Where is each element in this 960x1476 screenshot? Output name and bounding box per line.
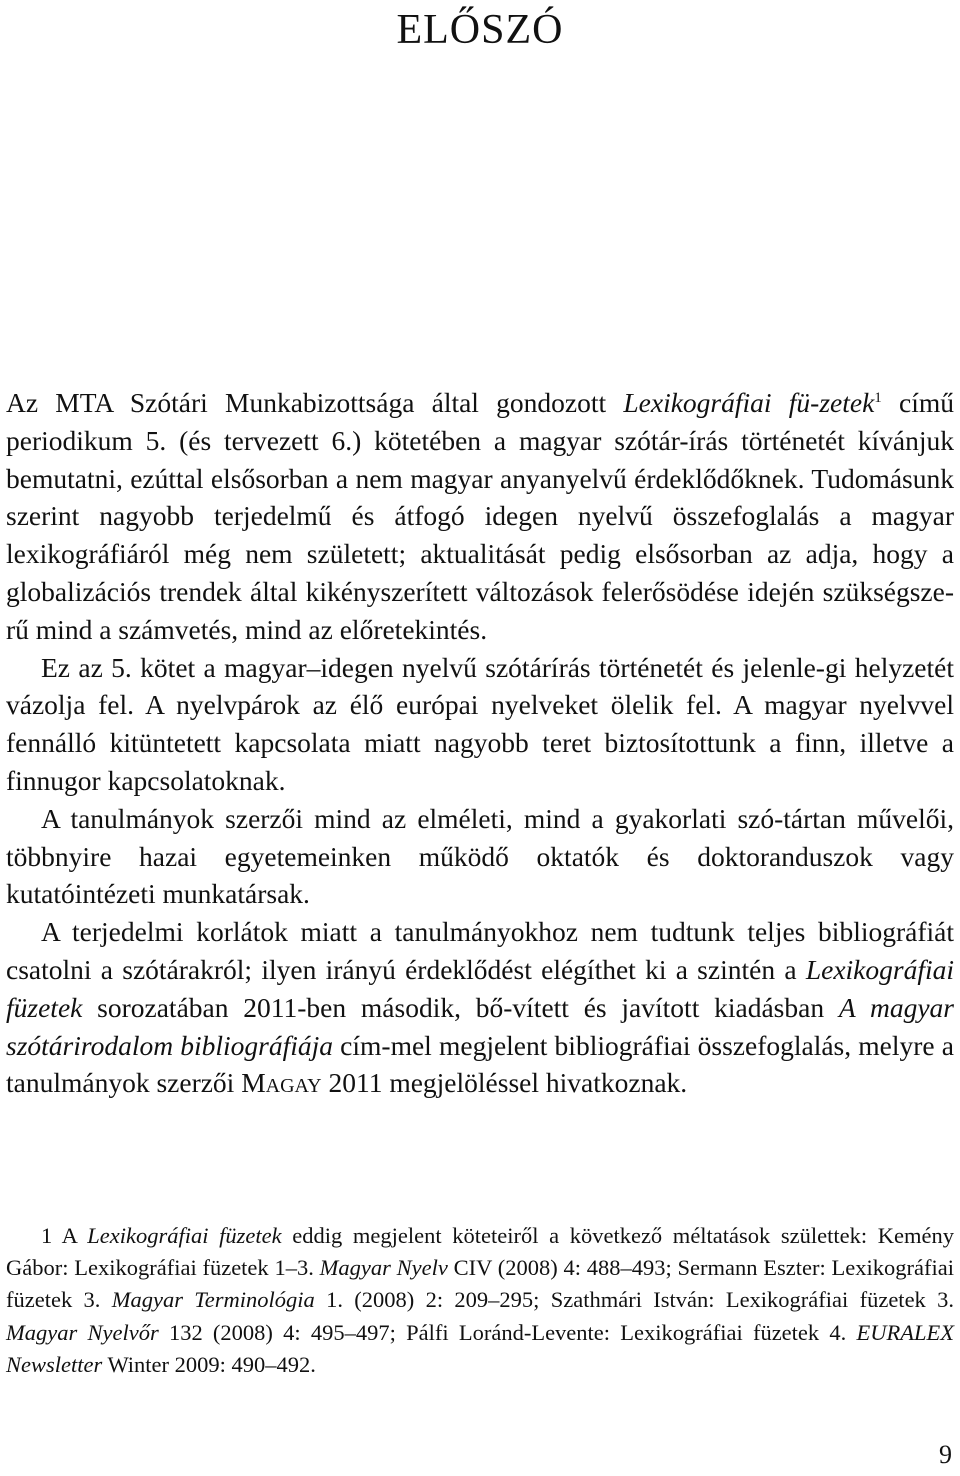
text-run: Winter 2009: 490–492. — [102, 1351, 316, 1377]
small-caps-initial: M — [241, 1067, 266, 1099]
italic-title: Magyar Terminológia — [111, 1287, 315, 1313]
text-run: 1. (2008) 2: 209–295; Szathmári István: Lexikográfiai füzetek 3. — [314, 1287, 954, 1313]
page-title: ELŐSZÓ — [396, 7, 564, 53]
text-run: sorozatában 2011-ben második, bő-vített és javított kiadásban — [82, 991, 839, 1023]
footnote-reference: 1 — [874, 389, 882, 406]
text-run: című periodikum 5. (és tervezett 6.) kötetében a magyar szótár-írás történetét kívánjuk bemutatni, ezúttal elsősorban a nem magyar anyanyelvű érdeklődőknek. Tudomásunk szerint nagyobb terjedelmű és átfogó idegen nyelvű összefoglalás a magyar lexikográfiáról még nem született; aktualitását pedig elsősorban az adja, hogy a globalizációs trendek által kikényszerített változások felerősödése idején szükségsze-rű mind a számvetés, mind az előretekintés. — [6, 387, 954, 645]
italic-title: Lexikográfiai füzetek — [87, 1223, 282, 1248]
text-run: CIV (2008) 4: 488–493; Sermann Eszter: Lexikográfiai füzetek 3. — [6, 1255, 954, 1313]
text-run: cím-mel megjelent bibliográfiai összefoglalás, melyre a tanulmányok szerzői — [6, 1029, 954, 1099]
paragraph-2: Ez az 5. kötet a magyar–idegen nyelvű szótárírás történetét és jelenle-gi helyzetét vázolja fel. A nyelvpárok az élő európai nyelveket ölelik fel. A magyar nyelvvel fennálló kitüntetett kapcsolata miatt nagyobb teret biztosítottunk a finn, illetve a finnugor kapcsolatoknak. — [6, 651, 954, 796]
italic-title: A magyar szótárirodalom bibliográfiája — [6, 991, 954, 1061]
paragraph-3: A tanulmányok szerzői mind az elméleti, mind a gyakorlati szó-tártan művelői, többnyire hazai egyetemeinken működő oktatók és doktoranduszok vagy kutatóintézeti munkatársak. — [6, 802, 954, 910]
footnote — [6, 1220, 954, 1381]
italic-title: Magyar Nyelvőr — [6, 1319, 159, 1345]
footnote-number: 1 — [41, 1223, 53, 1248]
text-run: 2011 megjelöléssel hivatkoznak. — [321, 1067, 688, 1099]
text-run: eddig megjelent köteteiről a következő méltatások születtek: Kemény Gábor: Lexikográfiai füzetek 1–3. — [6, 1223, 954, 1281]
italic-title: Magyar Nyelv — [319, 1255, 448, 1281]
text-run: 132 (2008) 4: 495–497; Pálfi Loránd-Levente: Lexikográfiai füzetek 4. — [158, 1319, 857, 1345]
footnote-text — [6, 1220, 954, 1381]
page-number: 9 — [939, 1440, 952, 1469]
paragraph-1 — [6, 384, 954, 649]
paragraph-4 — [6, 913, 954, 1106]
italic-title: Lexikográfiai fü-zetek — [623, 387, 875, 418]
italic-title: Lexikográfiai füzetek — [6, 953, 954, 1023]
italic-title: EURALEX Newsletter — [6, 1319, 954, 1377]
small-caps-rest: AGAY — [265, 1075, 322, 1098]
text-run: A terjedelmi korlátok miatt a tanulmányokhoz nem tudtunk teljes bibliográfiát csatolni a szótárakról; ilyen irányú érdeklődést elégíthet ki a szintén a — [6, 916, 954, 985]
text-run: Az MTA Szótári Munkabizottsága által gondozott — [6, 387, 624, 418]
text-run: A — [52, 1223, 88, 1248]
body-text — [6, 384, 954, 1106]
